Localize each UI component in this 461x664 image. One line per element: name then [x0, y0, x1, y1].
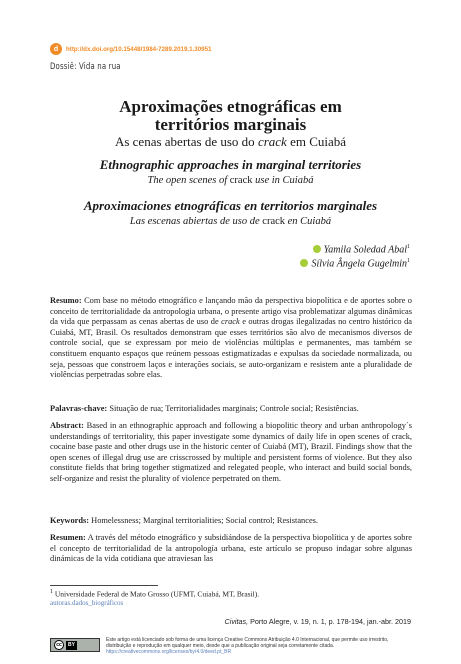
- creative-commons-icon[interactable]: [50, 638, 100, 652]
- cc-logo-icon: cc: [54, 640, 64, 650]
- palavras-chave-label: Palavras-chave:: [50, 404, 108, 413]
- footnote-text: Universidade Federal de Mato Grosso (UFMT, Cuiabá, MT, Brasil).: [53, 589, 260, 599]
- keywords-label: Keywords:: [50, 516, 90, 525]
- subtitle-en-part-a: The open scenes of: [147, 175, 230, 186]
- license-statement: Este artigo está licenciado sob forma de uma licença Creative Commons Atribuição 4.0 Internacional, que permite uso irrestrito, distribuição e reprodução em qualquer meio, desde que a publicação original seja corretamente citada.: [106, 637, 389, 649]
- subtitle-pt-part-b: em Cuiabá: [286, 134, 347, 149]
- resumo-crack: crack: [221, 317, 240, 327]
- keywords-text: Homelessness; Marginal territorialities; Social control; Resistances.: [89, 516, 319, 525]
- subtitle-en-crack: crack: [229, 175, 253, 186]
- palavras-chave: [50, 404, 412, 414]
- title-spanish: Aproximaciones etnográficas en territorios marginales: [83, 198, 378, 213]
- resumo-text-b: e outras drogas ilegalizadas no centro histórico da Cuiabá, MT, Brasil. Os resultados demonstram que esses territórios são alvo de mecanismos diversos de controle social, que se expressam por meio de violências múltiplas e permanentes, mas também se constituem enquanto espaços que reúnem pessoas estigmatizadas e expulsas da sociedade normalizada, ou seja, pessoas que constroem laços e interações sociais, se auto-organizam e resistem ante a pluralidade de violências perpetradas sobre elas.: [50, 317, 412, 380]
- title-english: Ethnographic approaches in marginal territories: [99, 157, 362, 172]
- journal-details: Porto Alegre, v. 19, n. 1, p. 178-194, jan.-abr. 2019: [248, 617, 411, 626]
- resumo-paragraph: [50, 296, 412, 381]
- abstract-text: Based in an ethnographic approach and following a biopolitic theory and urban anthropology´s understandings of territoriality, this paper investigate some dynamics of daily life in open scenes of crack, cocaine base paste and other drugs use in the historic center of Cuiabá (MT), Brazil. Findings show that the open scenes of illegal drug use are crisscrossed by multiple and persistent forms of violence. But they also constitute fields that bring together stigmatized and relegated people, who interact and build social bonds, self-organize and resist the plurality of violence perpetrated on them.: [50, 421, 412, 483]
- license-link[interactable]: https://creativecommons.org/licenses/by/4.0/deed.pt_BR: [106, 649, 232, 655]
- author-note: 1: [407, 244, 410, 250]
- author-name: Sílvia Ângela Gugelmin: [311, 258, 407, 270]
- resumen-text: A través del método etnográfico y subsidiándose de la perspectiva biopolítica y de aportes sobre el concepto de territorialidad de la antropología urbana, este artículo se propuso indagar sobre algunas dinámicas de la vida cotidiana que atraviesan las: [50, 533, 412, 564]
- footnote-link[interactable]: autoras.dados_biográficos: [50, 598, 124, 607]
- footnote-mark: 1: [50, 589, 53, 595]
- abstract-label: Abstract:: [50, 421, 84, 430]
- section-label: Dossiê: Vida na rua: [50, 62, 121, 72]
- orcid-icon[interactable]: [313, 245, 321, 253]
- doi-row: [50, 43, 212, 55]
- keywords: [50, 516, 412, 526]
- author-note: 1: [407, 258, 410, 264]
- subtitle-portuguese: [50, 135, 411, 149]
- subtitle-english: [50, 175, 411, 187]
- resumo-text-a: Com base no método etnográfico e lançando mão da perspectiva biopolítica e de aportes sobre o conceito de territorialidade da antropologia urbana, o presente artigo visa problematizar algumas dinâmicas da vida que perpassam as cenas abertas de uso de: [50, 296, 412, 327]
- license-text: [106, 637, 412, 655]
- subtitle-es-part-a: Las escenas abiertas de uso de: [129, 216, 263, 227]
- author-1: [313, 244, 410, 255]
- abstract-paragraph: [50, 421, 412, 485]
- subtitle-pt-part-a: As cenas abertas de uso do: [114, 134, 258, 149]
- doi-badge-icon: d: [50, 43, 62, 55]
- title-pt-line-2: territórios marginais: [154, 115, 307, 134]
- subtitle-pt-crack: crack: [257, 134, 287, 149]
- resumen-label: Resumen:: [50, 533, 86, 542]
- journal-citation: [225, 617, 411, 626]
- subtitle-spanish: [50, 216, 411, 228]
- author-name: Yamila Soledad Abal: [323, 244, 407, 256]
- footnote: [50, 588, 259, 608]
- doi-link[interactable]: http://dx.doi.org/10.15448/1984-7289.2019.1.30951: [66, 45, 212, 53]
- subtitle-en-part-b: use in Cuiabá: [252, 175, 314, 186]
- subtitle-es-crack: crack: [262, 216, 286, 227]
- title-portuguese: [50, 98, 411, 134]
- resumen-paragraph: [50, 533, 412, 565]
- cc-by-label: BY: [68, 641, 75, 648]
- orcid-icon[interactable]: [300, 259, 308, 267]
- resumo-label: Resumo:: [50, 296, 82, 305]
- title-pt-line-1: Aproximações etnográficas em: [119, 97, 342, 116]
- footnote-divider: [50, 585, 158, 586]
- journal-name: Civitas,: [224, 617, 249, 626]
- palavras-chave-text: Situação de rua; Territorialidades marginais; Controle social; Resistências.: [107, 404, 359, 413]
- author-2: [300, 258, 410, 269]
- subtitle-es-part-b: en Cuiabá: [285, 216, 332, 227]
